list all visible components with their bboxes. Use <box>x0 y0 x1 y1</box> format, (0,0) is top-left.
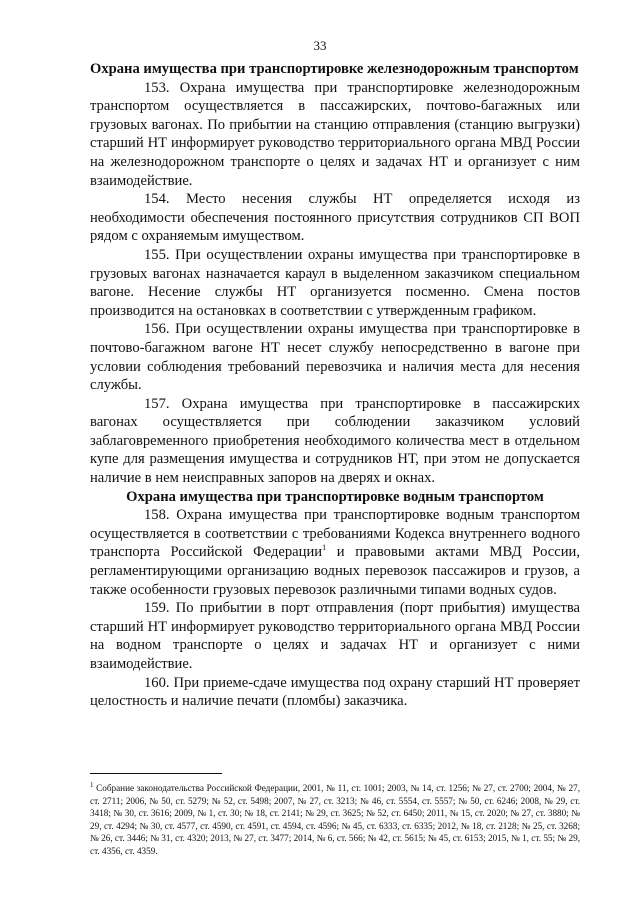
footnote-mark: 1 <box>90 781 94 789</box>
paragraph-158-text-start: 158. Охрана имущества при транспортировке водным транспортом осуществляется в соответствии с требованиями Кодекса внутреннего водного транспорта Российской Федерации <box>90 507 580 561</box>
paragraph-155: 155. При осуществлении охраны имущества при транспортировке в грузовых вагонах назначается караул в выделенном заказчиком специальном вагоне. Несение службы НТ организуется посменно. Смена постов производится на остановках в соответствии с утвержденным графиком. <box>90 246 580 319</box>
paragraph-160: 160. При приеме-сдаче имущества под охрану старший НТ проверяет целостность и наличие печати (пломбы) заказчика. <box>90 674 580 710</box>
paragraph-158-text-end: и правовыми актами МВД России, регламентирующими организацию водных перевозок пассажиров и грузов, а также особенности грузовых перевозок различными типами водных судов. <box>90 544 580 598</box>
page-number: 33 <box>313 38 327 53</box>
footnote <box>90 779 580 857</box>
footnote-text: Собрание законодательства Российской Федерации, 2001, № 11, ст. 1001; 2003, № 14, ст. 1256; № 27, ст. 2700; 2004, № 27, ст. 2711; 2006, № 50, ст. 5279; № 52, ст. 5498; 2007, № 27, ст. 3213; № 46, ст. 5554, ст. 5557; № 50, ст. 6246; 2008, № 29, ст. 3418; № 30, ст. 3616; 2009, № 1, ст. 30; № 18, ст. 2141; № 29, ст. 3625; № 52, ст. 6450; 2011, № 15, ст. 2020; № 27, ст. 3880; № 29, ст. 4294; № 30, ст. 4577, ст. 4590, ст. 4591, ст. 4594, ст. 4596; № 45, ст. 6333, ст. 6335; 2012, № 18, ст. 2128; № 25, ст. 3268; № 26, ст. 3446; № 31, ст. 4320; 2013, № 27, ст. 3477; 2014, № 6, ст. 566; № 42, ст. 5615; № 45, ст. 6153; 2015, № 1, ст. 55; № 29, ст. 4356, ст. 4359. <box>90 783 580 856</box>
footnote-reference[interactable]: 1 <box>322 543 327 553</box>
paragraph-153: 153. Охрана имущества при транспортировке железнодорожным транспортом осуществляется в пассажирских, почтово-багажных или грузовых вагонах. По прибытии на станцию отправления (станцию выгрузки) старший НТ информирует руководство территориального органа МВД России на железнодорожном транспорте о целях и задачах НТ и организует с ним взаимодействие. <box>90 79 580 189</box>
page-content <box>90 60 580 711</box>
footnote-divider <box>90 773 222 774</box>
paragraph-159: 159. По прибытии в порт отправления (порт прибытия) имущества старший НТ информирует руководство территориального органа МВД России на водном транспорте о целях и задачах НТ и организует с ними взаимодействие. <box>90 600 580 672</box>
paragraph-157: 157. Охрана имущества при транспортировке в пассажирских вагонах осуществляется при соблюдении заказчиком условий заблаговременного приобретения необходимого количества мест в отдельном купе для размещения имущества и сотрудников НТ, при этом не допускается наличие в нем неисправных запоров на дверях и окнах. <box>90 395 580 487</box>
section-title-water: Охрана имущества при транспортировке водным транспортом <box>126 488 544 505</box>
paragraph-156: 156. При осуществлении охраны имущества при транспортировке в почтово-багажном вагоне НТ несет службу непосредственно в вагоне при условии соблюдения требований перевозчика и наличия места для несения службы. <box>90 321 580 394</box>
paragraph-158 <box>90 506 580 599</box>
section-title-railway: Охрана имущества при транспортировке железнодорожным транспортом <box>90 61 579 77</box>
paragraph-154: 154. Место несения службы НТ определяется исходя из необходимости обеспечения постоянного присутствия сотрудников СП ВОП рядом с охраняемым имуществом. <box>90 191 580 245</box>
